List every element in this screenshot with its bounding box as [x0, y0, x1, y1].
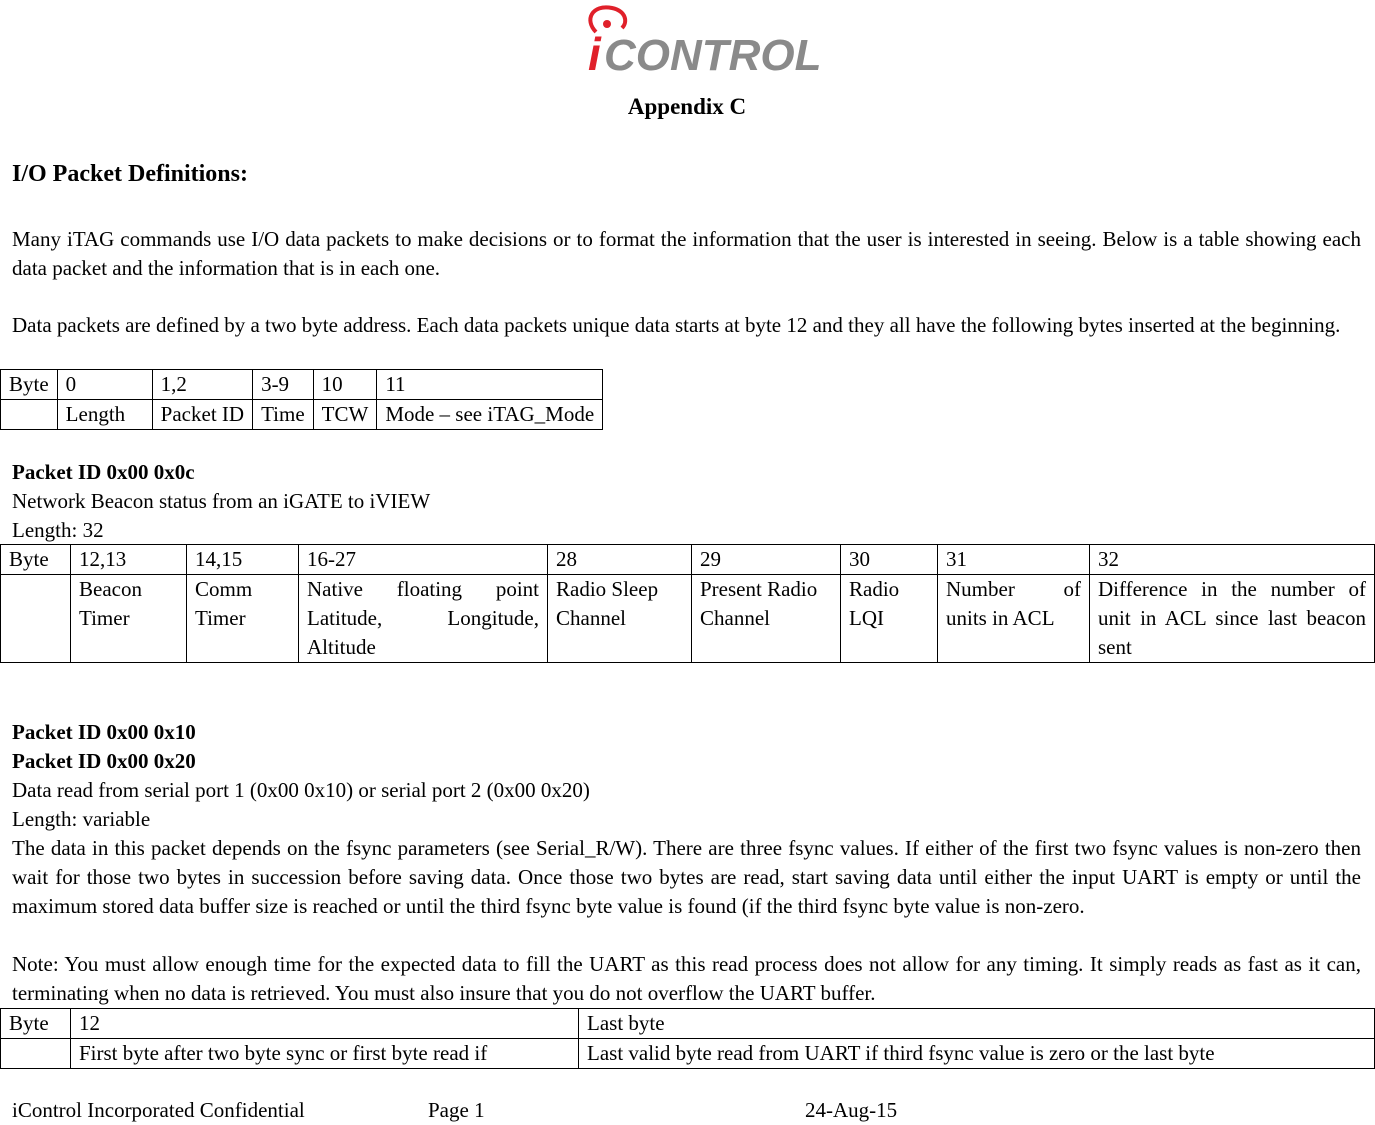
table-cell: Last byte — [579, 1009, 1375, 1039]
table-cell: Native floating point Latitude, Longitude, Altitude — [299, 575, 548, 663]
table-cell: 14,15 — [187, 545, 299, 575]
icontrol-logo — [582, 2, 822, 80]
table-cell: 12 — [71, 1009, 579, 1039]
logo-dot-icon — [603, 20, 611, 28]
table-cell — [1, 1039, 71, 1069]
packet1-id: Packet ID 0x00 0x0c — [12, 460, 195, 484]
table-cell: Byte — [1, 1009, 71, 1039]
table-cell: 1,2 — [152, 370, 252, 400]
table-cell: 31 — [938, 545, 1090, 575]
table-row — [1, 545, 1375, 575]
table-cell: 29 — [692, 545, 841, 575]
table-cell: 0 — [57, 370, 152, 400]
packet2-description: Data read from serial port 1 (0x00 0x10) or serial port 2 (0x00 0x20) — [12, 778, 590, 802]
table-row — [1, 575, 1375, 663]
footer-date: 24-Aug-15 — [805, 1098, 898, 1122]
table-row — [1, 1009, 1375, 1039]
table-cell: First byte after two byte sync or first byte read if — [71, 1039, 579, 1069]
table-cell: Time — [253, 400, 314, 430]
packet2-id1: Packet ID 0x00 0x10 — [12, 720, 196, 744]
table-cell: Comm Timer — [187, 575, 299, 663]
intro-paragraph: Many iTAG commands use I/O data packets to make decisions or to format the information that the user is interested in seeing. Below is a table showing each data packet and the information that is in each one. — [12, 227, 1361, 280]
table-cell: Radio Sleep Channel — [548, 575, 692, 663]
table-cell: Mode – see iTAG_Mode — [377, 400, 603, 430]
header-description: Data packets are defined by a two byte address. Each data packets unique data starts at byte 12 and they all have the following bytes inserted at the beginning. — [12, 313, 1341, 337]
table-cell: 10 — [313, 370, 377, 400]
table-cell: 30 — [841, 545, 938, 575]
table-cell: Present Radio Channel — [692, 575, 841, 663]
table-cell: Number of units in ACL — [938, 575, 1090, 663]
table-cell: Length — [57, 400, 152, 430]
table-row — [1, 1039, 1375, 1069]
packet1-table — [0, 544, 1375, 663]
appendix-title: Appendix C — [627, 94, 747, 119]
table-cell: 28 — [548, 545, 692, 575]
table-cell: Byte — [1, 545, 71, 575]
table-cell: Last valid byte read from UART if third fsync value is zero or the last byte — [579, 1039, 1375, 1069]
packet2-length: Length: variable — [12, 807, 151, 831]
table-cell: 3-9 — [253, 370, 314, 400]
table-cell: Packet ID — [152, 400, 252, 430]
table-cell: TCW — [313, 400, 377, 430]
logo-control: CONTROL — [604, 31, 822, 80]
packet2-id2: Packet ID 0x00 0x20 — [12, 749, 196, 773]
table-cell: 16-27 — [299, 545, 548, 575]
table-cell: Byte — [1, 370, 58, 400]
packet2-table — [0, 1008, 1375, 1069]
footer-company: iControl Incorporated Confidential — [12, 1098, 305, 1122]
footer-page: Page 1 — [428, 1098, 485, 1122]
table-cell — [1, 575, 71, 663]
logo-i: i — [588, 28, 601, 80]
packet1-length: Length: 32 — [12, 518, 104, 542]
table-cell: Beacon Timer — [71, 575, 187, 663]
table-cell: Difference in the number of unit in ACL since last beacon sent — [1090, 575, 1375, 663]
packet1-description: Network Beacon status from an iGATE to iVIEW — [12, 489, 431, 513]
table-cell — [1, 400, 58, 430]
table-cell: Radio LQI — [841, 575, 938, 663]
table-cell: 32 — [1090, 545, 1375, 575]
header-table — [0, 369, 603, 430]
section-heading: I/O Packet Definitions: — [12, 161, 248, 187]
packet2-body: The data in this packet depends on the fsync parameters (see Serial_R/W). There are three fsync values. If either of the first two fsync values is non-zero then wait for those two bytes in succession before saving data. Once those two bytes are read, start saving data until either the input UART is empty or until the maximum stored data buffer size is reached or until the third fsync byte value is found (if the third fsync byte value is non-zero. — [12, 836, 1361, 918]
packet2-note: Note: You must allow enough time for the expected data to fill the UART as this read process does not allow for any timing. It simply reads as fast as it can, terminating when no data is retrieved. You must also insure that you do not overflow the UART buffer. — [12, 952, 1361, 1005]
table-row — [1, 400, 603, 430]
table-cell: 11 — [377, 370, 603, 400]
table-cell: 12,13 — [71, 545, 187, 575]
table-row — [1, 370, 603, 400]
